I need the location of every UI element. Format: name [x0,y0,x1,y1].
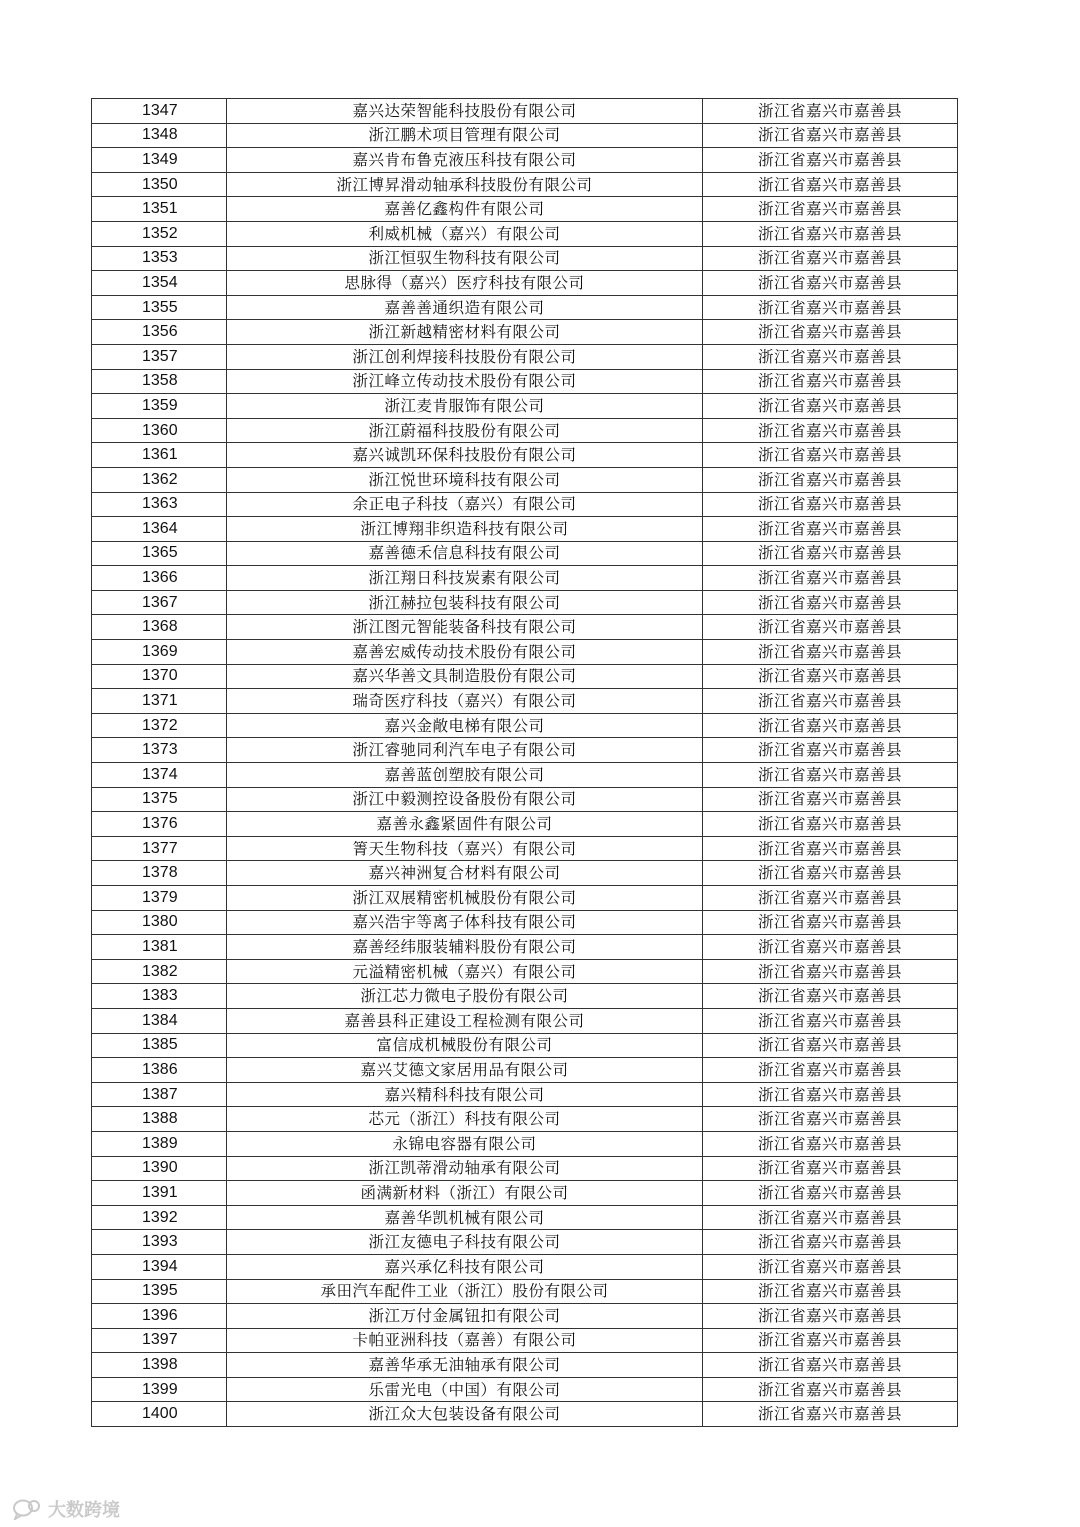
row-number: 1353 [92,246,227,271]
row-number: 1376 [92,812,227,837]
table-row [92,369,958,394]
row-number: 1388 [92,1107,227,1132]
row-number: 1365 [92,541,227,566]
company-location: 浙江省嘉兴市嘉善县 [703,197,958,222]
company-name: 嘉兴浩宇等离子体科技有限公司 [227,910,703,935]
company-name: 瑞奇医疗科技（嘉兴）有限公司 [227,689,703,714]
row-number: 1347 [92,99,227,124]
row-number: 1361 [92,443,227,468]
company-location: 浙江省嘉兴市嘉善县 [703,787,958,812]
company-location: 浙江省嘉兴市嘉善县 [703,148,958,173]
company-location: 浙江省嘉兴市嘉善县 [703,1156,958,1181]
row-number: 1392 [92,1205,227,1230]
table-row [92,443,958,468]
row-number: 1396 [92,1304,227,1329]
company-name: 嘉兴达荣智能科技股份有限公司 [227,99,703,124]
table-row [92,1058,958,1083]
company-location: 浙江省嘉兴市嘉善县 [703,664,958,689]
company-name: 浙江新越精密材料有限公司 [227,320,703,345]
table-row [92,1008,958,1033]
table-row [92,1304,958,1329]
row-number: 1356 [92,320,227,345]
row-number: 1351 [92,197,227,222]
company-location: 浙江省嘉兴市嘉善县 [703,886,958,911]
company-name: 芯元（浙江）科技有限公司 [227,1107,703,1132]
table-row [92,271,958,296]
company-name: 嘉兴神洲复合材料有限公司 [227,861,703,886]
table-row [92,1082,958,1107]
table-row [92,1377,958,1402]
company-location: 浙江省嘉兴市嘉善县 [703,1304,958,1329]
company-name: 浙江友德电子科技有限公司 [227,1230,703,1255]
company-location: 浙江省嘉兴市嘉善县 [703,541,958,566]
company-location: 浙江省嘉兴市嘉善县 [703,1402,958,1427]
company-location: 浙江省嘉兴市嘉善县 [703,640,958,665]
row-number: 1383 [92,984,227,1009]
company-name: 浙江恒驭生物科技有限公司 [227,246,703,271]
table-row [92,1254,958,1279]
table-row [92,959,958,984]
company-name: 浙江鹏术项目管理有限公司 [227,123,703,148]
table-row [92,787,958,812]
company-name: 嘉善经纬服装辅料股份有限公司 [227,935,703,960]
company-name: 嘉兴艾德文家居用品有限公司 [227,1058,703,1083]
company-name: 浙江蔚福科技股份有限公司 [227,418,703,443]
row-number: 1349 [92,148,227,173]
company-name: 嘉善蓝创塑胶有限公司 [227,763,703,788]
table-row [92,1131,958,1156]
company-location: 浙江省嘉兴市嘉善县 [703,1328,958,1353]
company-name: 嘉善华承无油轴承有限公司 [227,1353,703,1378]
table-row [92,492,958,517]
company-location: 浙江省嘉兴市嘉善县 [703,443,958,468]
company-name: 余正电子科技（嘉兴）有限公司 [227,492,703,517]
table-body [92,99,958,1427]
company-name: 嘉善宏威传动技术股份有限公司 [227,640,703,665]
row-number: 1387 [92,1082,227,1107]
company-name: 嘉善永鑫紧固件有限公司 [227,812,703,837]
company-name: 浙江博翔非织造科技有限公司 [227,517,703,542]
speech-bubble-icon [12,1498,42,1520]
row-number: 1372 [92,713,227,738]
company-location: 浙江省嘉兴市嘉善县 [703,763,958,788]
table-row [92,221,958,246]
company-name: 浙江创利焊接科技股份有限公司 [227,344,703,369]
row-number: 1362 [92,467,227,492]
company-location: 浙江省嘉兴市嘉善县 [703,1377,958,1402]
company-name: 永锦电容器有限公司 [227,1131,703,1156]
company-location: 浙江省嘉兴市嘉善县 [703,861,958,886]
row-number: 1397 [92,1328,227,1353]
table-row [92,1279,958,1304]
company-location: 浙江省嘉兴市嘉善县 [703,590,958,615]
company-name: 元溢精密机械（嘉兴）有限公司 [227,959,703,984]
table-row [92,467,958,492]
company-name: 浙江图元智能装备科技有限公司 [227,615,703,640]
company-name: 嘉兴精科科技有限公司 [227,1082,703,1107]
row-number: 1398 [92,1353,227,1378]
company-list-table [91,98,958,1427]
table-row [92,713,958,738]
table-row [92,615,958,640]
table-row [92,517,958,542]
company-location: 浙江省嘉兴市嘉善县 [703,99,958,124]
row-number: 1369 [92,640,227,665]
row-number: 1386 [92,1058,227,1083]
company-location: 浙江省嘉兴市嘉善县 [703,1254,958,1279]
company-location: 浙江省嘉兴市嘉善县 [703,1033,958,1058]
table-row [92,344,958,369]
table-row [92,566,958,591]
table-row [92,984,958,1009]
row-number: 1390 [92,1156,227,1181]
company-name: 浙江赫拉包装科技有限公司 [227,590,703,615]
table-row [92,418,958,443]
company-location: 浙江省嘉兴市嘉善县 [703,221,958,246]
table-row [92,148,958,173]
row-number: 1354 [92,271,227,296]
company-location: 浙江省嘉兴市嘉善县 [703,1181,958,1206]
row-number: 1385 [92,1033,227,1058]
row-number: 1381 [92,935,227,960]
row-number: 1380 [92,910,227,935]
row-number: 1399 [92,1377,227,1402]
row-number: 1394 [92,1254,227,1279]
company-name: 浙江双展精密机械股份有限公司 [227,886,703,911]
company-location: 浙江省嘉兴市嘉善县 [703,246,958,271]
row-number: 1382 [92,959,227,984]
company-name: 嘉兴肯布鲁克液压科技有限公司 [227,148,703,173]
table-row [92,197,958,222]
table-row [92,541,958,566]
company-name: 嘉善华凯机械有限公司 [227,1205,703,1230]
row-number: 1391 [92,1181,227,1206]
company-location: 浙江省嘉兴市嘉善县 [703,1279,958,1304]
company-name: 思脉得（嘉兴）医疗科技有限公司 [227,271,703,296]
company-name: 富信成机械股份有限公司 [227,1033,703,1058]
row-number: 1377 [92,836,227,861]
row-number: 1393 [92,1230,227,1255]
company-location: 浙江省嘉兴市嘉善县 [703,123,958,148]
row-number: 1363 [92,492,227,517]
company-location: 浙江省嘉兴市嘉善县 [703,935,958,960]
company-name: 浙江博昇滑动轴承科技股份有限公司 [227,172,703,197]
table-row [92,738,958,763]
company-location: 浙江省嘉兴市嘉善县 [703,492,958,517]
company-location: 浙江省嘉兴市嘉善县 [703,738,958,763]
table-row [92,1107,958,1132]
table-row [92,812,958,837]
row-number: 1358 [92,369,227,394]
company-location: 浙江省嘉兴市嘉善县 [703,984,958,1009]
company-location: 浙江省嘉兴市嘉善县 [703,1230,958,1255]
table-row [92,1181,958,1206]
company-location: 浙江省嘉兴市嘉善县 [703,812,958,837]
company-name: 浙江睿驰同利汽车电子有限公司 [227,738,703,763]
company-location: 浙江省嘉兴市嘉善县 [703,566,958,591]
row-number: 1359 [92,394,227,419]
company-location: 浙江省嘉兴市嘉善县 [703,615,958,640]
company-location: 浙江省嘉兴市嘉善县 [703,1107,958,1132]
company-name: 浙江众大包装设备有限公司 [227,1402,703,1427]
company-location: 浙江省嘉兴市嘉善县 [703,1205,958,1230]
row-number: 1368 [92,615,227,640]
company-name: 浙江芯力微电子股份有限公司 [227,984,703,1009]
table-row [92,320,958,345]
table-row [92,172,958,197]
company-location: 浙江省嘉兴市嘉善县 [703,959,958,984]
table-row [92,689,958,714]
company-location: 浙江省嘉兴市嘉善县 [703,1353,958,1378]
table-row [92,861,958,886]
row-number: 1384 [92,1008,227,1033]
company-name: 嘉兴承亿科技有限公司 [227,1254,703,1279]
company-location: 浙江省嘉兴市嘉善县 [703,320,958,345]
company-location: 浙江省嘉兴市嘉善县 [703,394,958,419]
company-location: 浙江省嘉兴市嘉善县 [703,418,958,443]
table-row [92,590,958,615]
company-name: 浙江悦世环境科技有限公司 [227,467,703,492]
company-name: 嘉兴华善文具制造股份有限公司 [227,664,703,689]
company-name: 嘉善亿鑫构件有限公司 [227,197,703,222]
row-number: 1370 [92,664,227,689]
row-number: 1357 [92,344,227,369]
row-number: 1379 [92,886,227,911]
table-row [92,1156,958,1181]
company-name: 嘉善善通织造有限公司 [227,295,703,320]
table-row [92,1205,958,1230]
table-row [92,1328,958,1353]
row-number: 1400 [92,1402,227,1427]
company-name: 箐天生物科技（嘉兴）有限公司 [227,836,703,861]
company-location: 浙江省嘉兴市嘉善县 [703,517,958,542]
row-number: 1373 [92,738,227,763]
company-name: 乐雷光电（中国）有限公司 [227,1377,703,1402]
table-row [92,664,958,689]
row-number: 1364 [92,517,227,542]
row-number: 1366 [92,566,227,591]
company-name: 浙江翔日科技炭素有限公司 [227,566,703,591]
company-location: 浙江省嘉兴市嘉善县 [703,467,958,492]
row-number: 1395 [92,1279,227,1304]
watermark-text: 大数跨境 [48,1500,120,1521]
company-name: 嘉兴诚凯环保科技股份有限公司 [227,443,703,468]
row-number: 1375 [92,787,227,812]
company-name: 嘉兴金敞电梯有限公司 [227,713,703,738]
company-location: 浙江省嘉兴市嘉善县 [703,1082,958,1107]
company-name: 嘉善县科正建设工程检测有限公司 [227,1008,703,1033]
company-name: 利威机械（嘉兴）有限公司 [227,221,703,246]
row-number: 1360 [92,418,227,443]
company-location: 浙江省嘉兴市嘉善县 [703,1058,958,1083]
table-row [92,99,958,124]
company-location: 浙江省嘉兴市嘉善县 [703,295,958,320]
table-row [92,1353,958,1378]
table-row [92,910,958,935]
company-location: 浙江省嘉兴市嘉善县 [703,836,958,861]
table-row [92,836,958,861]
company-location: 浙江省嘉兴市嘉善县 [703,344,958,369]
row-number: 1367 [92,590,227,615]
company-name: 浙江凯蒂滑动轴承有限公司 [227,1156,703,1181]
row-number: 1389 [92,1131,227,1156]
company-location: 浙江省嘉兴市嘉善县 [703,1131,958,1156]
company-name: 函满新材料（浙江）有限公司 [227,1181,703,1206]
table-row [92,935,958,960]
row-number: 1374 [92,763,227,788]
table-row [92,763,958,788]
company-name: 浙江中毅测控设备股份有限公司 [227,787,703,812]
row-number: 1352 [92,221,227,246]
row-number: 1350 [92,172,227,197]
table-row [92,640,958,665]
row-number: 1371 [92,689,227,714]
company-location: 浙江省嘉兴市嘉善县 [703,689,958,714]
row-number: 1355 [92,295,227,320]
table-row [92,394,958,419]
table-row [92,1033,958,1058]
table-row [92,246,958,271]
company-name: 嘉善德禾信息科技有限公司 [227,541,703,566]
company-location: 浙江省嘉兴市嘉善县 [703,713,958,738]
company-location: 浙江省嘉兴市嘉善县 [703,271,958,296]
row-number: 1378 [92,861,227,886]
company-name: 卡帕亚洲科技（嘉善）有限公司 [227,1328,703,1353]
table-row [92,123,958,148]
table-row [92,295,958,320]
row-number: 1348 [92,123,227,148]
company-location: 浙江省嘉兴市嘉善县 [703,1008,958,1033]
company-name: 浙江峰立传动技术股份有限公司 [227,369,703,394]
company-location: 浙江省嘉兴市嘉善县 [703,910,958,935]
table-row [92,1402,958,1427]
company-location: 浙江省嘉兴市嘉善县 [703,172,958,197]
company-name: 承田汽车配件工业（浙江）股份有限公司 [227,1279,703,1304]
company-location: 浙江省嘉兴市嘉善县 [703,369,958,394]
table-row [92,1230,958,1255]
watermark [12,1496,120,1522]
table-row [92,886,958,911]
company-name: 浙江麦肯服饰有限公司 [227,394,703,419]
company-name: 浙江万付金属钮扣有限公司 [227,1304,703,1329]
